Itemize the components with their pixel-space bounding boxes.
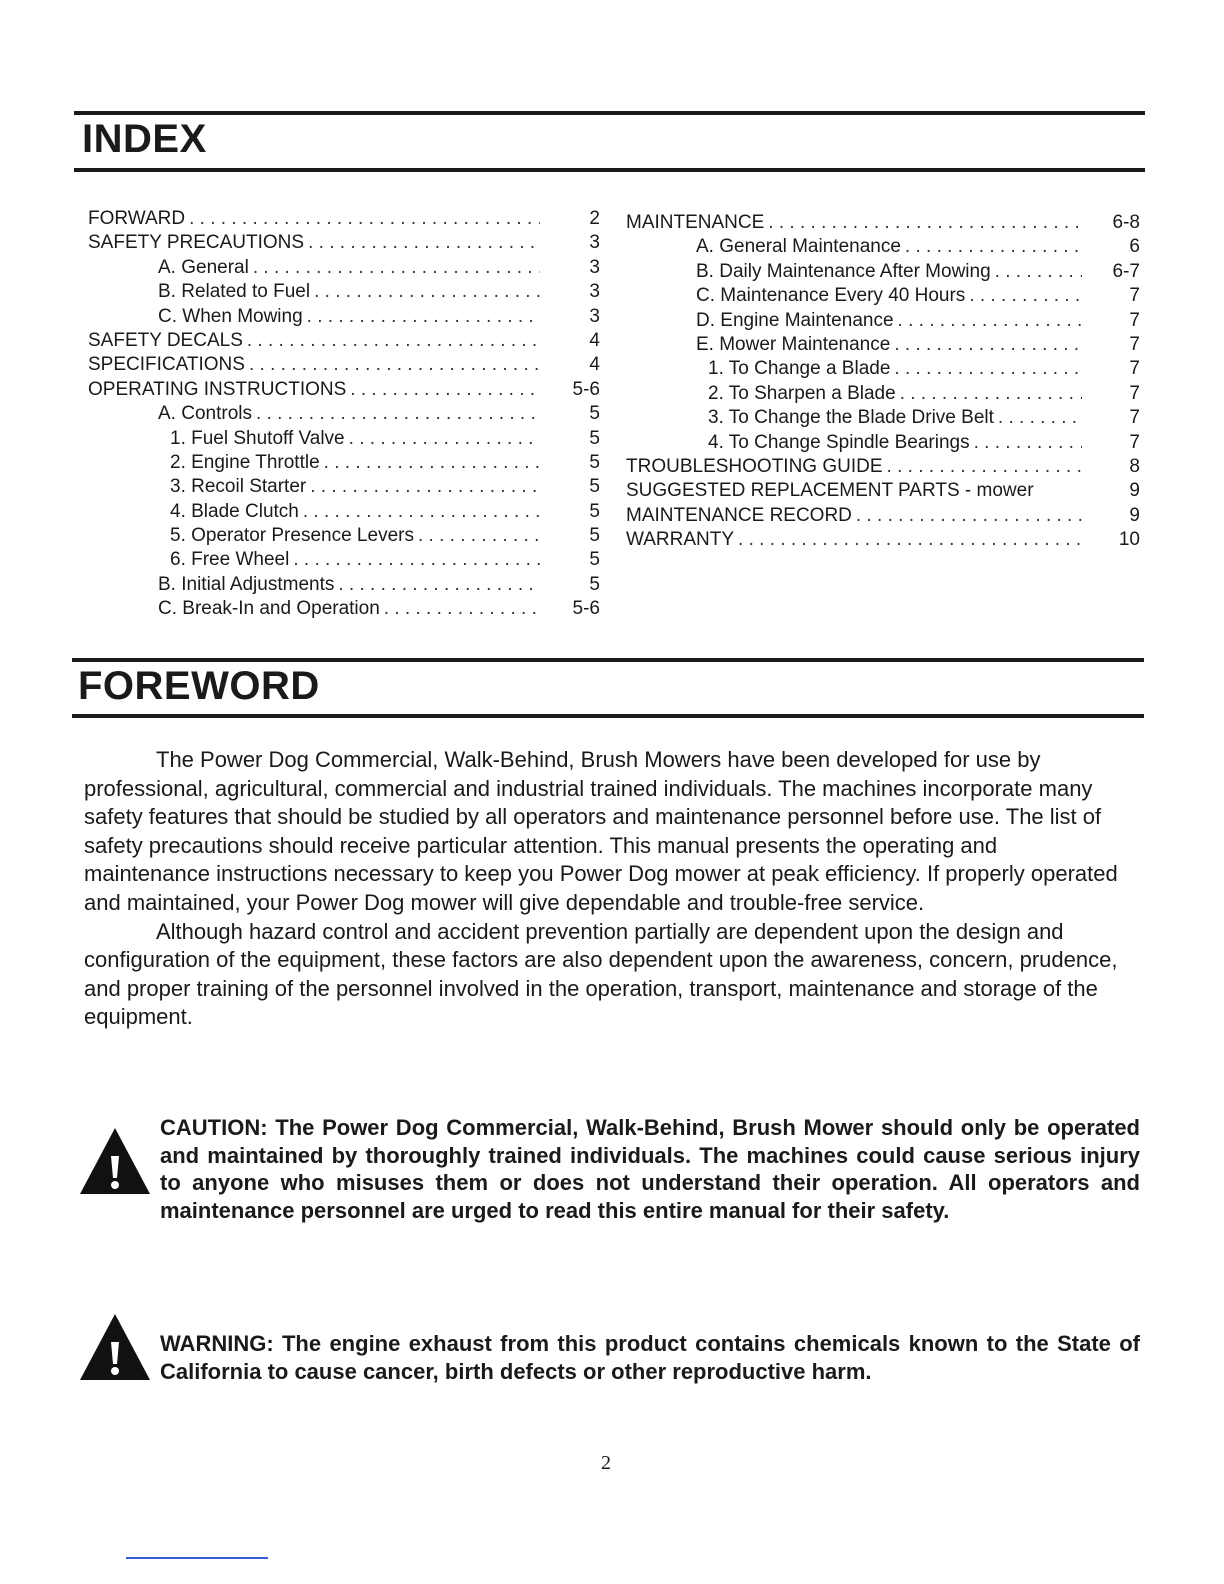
dot-leader xyxy=(253,256,540,280)
warning-triangle-icon xyxy=(78,1312,152,1382)
warning-triangle-icon xyxy=(78,1126,152,1196)
foreword-top-rule xyxy=(72,658,1144,662)
index-entry xyxy=(88,451,600,475)
dot-leader xyxy=(894,333,1082,357)
index-entry-label: B. Initial Adjustments xyxy=(158,573,335,595)
index-entry xyxy=(626,260,1140,284)
index-entry xyxy=(88,427,600,451)
index-entry-page: 7 xyxy=(1129,431,1140,453)
index-entry xyxy=(626,211,1140,235)
index-entry xyxy=(626,431,1140,455)
index-entry-page: 7 xyxy=(1129,358,1140,380)
dot-leader xyxy=(894,357,1082,381)
index-entry-label: A. General xyxy=(158,256,249,278)
foreword-body xyxy=(84,746,1124,1032)
index-entry-page: 5 xyxy=(589,500,600,522)
index-entry xyxy=(88,353,600,377)
index-entry-label: C. Maintenance Every 40 Hours xyxy=(696,285,966,307)
index-entry xyxy=(626,284,1140,308)
index-entry-page: 2 xyxy=(589,208,600,229)
index-entry-page: 9 xyxy=(1129,480,1140,502)
dot-leader xyxy=(384,597,540,621)
dot-leader xyxy=(898,309,1082,333)
foreword-heading: FOREWORD xyxy=(78,664,320,708)
index-entry-label: E. Mower Maintenance xyxy=(696,333,891,355)
index-entry-page: 3 xyxy=(589,281,600,303)
index-entry xyxy=(88,402,600,426)
index-entry xyxy=(88,305,600,329)
index-entry xyxy=(88,500,600,524)
foreword-bottom-rule xyxy=(72,714,1144,718)
scan-underline-mark xyxy=(126,1557,268,1559)
index-entry-label: MAINTENANCE xyxy=(626,212,765,233)
dot-leader xyxy=(307,305,540,329)
index-entry xyxy=(88,231,600,255)
index-entry-page: 6-8 xyxy=(1112,212,1140,233)
index-entry-page: 5 xyxy=(589,573,600,595)
dot-leader xyxy=(995,260,1082,284)
warning-notice xyxy=(78,1330,1140,1385)
index-entry-page: 7 xyxy=(1129,407,1140,429)
dot-leader xyxy=(314,280,540,304)
index-entry-label: A. Controls xyxy=(158,403,252,425)
index-entry-page: 5 xyxy=(589,549,600,571)
index-entry-label: SAFETY DECALS xyxy=(88,329,243,351)
foreword-paragraph: Although hazard control and accident prevention partially are dependent upon the design and configuration of the equipment, these factors are also dependent upon the awareness, concern, prudence, and proper training of the personnel involved in the operation, transport, maintenance and storage of the equipment. xyxy=(84,918,1118,1030)
index-top-rule xyxy=(74,111,1145,115)
index-entry-label: WARRANTY xyxy=(626,529,735,551)
dot-leader xyxy=(998,406,1082,430)
index-entry-label: SPECIFICATIONS xyxy=(88,354,245,376)
index-entry-page: 5 xyxy=(589,525,600,547)
dot-leader xyxy=(974,431,1082,455)
index-entry-label: FORWARD xyxy=(88,208,186,229)
index-entry-page: 7 xyxy=(1129,333,1140,355)
index-entry-label: 3. To Change the Blade Drive Belt xyxy=(708,407,994,429)
dot-leader xyxy=(900,382,1082,406)
index-entry xyxy=(626,333,1140,357)
dot-leader xyxy=(418,524,540,548)
caution-text: CAUTION: The Power Dog Commercial, Walk-Behind, Brush Mower should only be operated and maintained by thoroughly trained individuals. The machines could cause serious injury to anyone who misuses them or does not understand their operation. All operators and maintenance personnel are urged to read this entire manual for their safety. xyxy=(160,1115,1140,1223)
index-entry-page: 7 xyxy=(1129,382,1140,404)
dot-leader xyxy=(969,284,1082,308)
dot-leader xyxy=(324,451,540,475)
index-entry xyxy=(626,406,1140,430)
index-entry xyxy=(88,524,600,548)
index-entry xyxy=(88,378,600,402)
index-entry-page: 5 xyxy=(589,451,600,473)
index-entry xyxy=(88,329,600,353)
index-entry xyxy=(88,256,600,280)
dot-leader xyxy=(768,211,1082,235)
index-entry-page: 3 xyxy=(589,305,600,327)
index-entry-label: TROUBLESHOOTING GUIDE xyxy=(626,455,883,477)
caution-notice xyxy=(78,1114,1140,1224)
index-entry xyxy=(88,573,600,597)
index-left-column xyxy=(88,207,600,622)
index-entry-page: 5 xyxy=(589,403,600,425)
index-entry xyxy=(626,528,1140,552)
dot-leader xyxy=(189,207,540,231)
index-entry xyxy=(626,479,1140,503)
dot-leader xyxy=(350,378,540,402)
index-bottom-rule xyxy=(74,168,1145,172)
index-entry-label: B. Related to Fuel xyxy=(158,281,311,303)
dot-leader xyxy=(738,528,1082,552)
index-entry-label: 3. Recoil Starter xyxy=(170,476,307,498)
index-entry xyxy=(626,357,1140,381)
index-entry-label: SAFETY PRECAUTIONS xyxy=(88,232,305,254)
index-entry-label: MAINTENANCE RECORD xyxy=(626,504,852,526)
index-entry-page: 7 xyxy=(1129,309,1140,331)
index-entry-page: 3 xyxy=(589,232,600,254)
index-entry-label: 4. Blade Clutch xyxy=(170,500,299,522)
index-entry-page: 5 xyxy=(589,427,600,449)
index-entry xyxy=(88,207,600,231)
index-entry-page: 5-6 xyxy=(572,378,600,400)
index-entry-label: SUGGESTED REPLACEMENT PARTS - mower xyxy=(626,480,1034,502)
index-heading: INDEX xyxy=(82,117,207,161)
dot-leader xyxy=(293,548,540,572)
index-entry xyxy=(626,504,1140,528)
index-entry-page: 5-6 xyxy=(572,598,600,620)
index-entry xyxy=(626,309,1140,333)
index-entry xyxy=(88,475,600,499)
dot-leader xyxy=(856,504,1082,528)
index-entry xyxy=(88,548,600,572)
warning-text: WARNING: The engine exhaust from this product contains chemicals known to the State of California to cause cancer, birth defects or other reproductive harm. xyxy=(160,1331,1140,1384)
index-entry-page: 9 xyxy=(1129,504,1140,526)
dot-leader xyxy=(310,475,540,499)
index-entry-page: 4 xyxy=(589,329,600,351)
index-entry xyxy=(626,382,1140,406)
index-entry-label: 1. To Change a Blade xyxy=(708,358,891,380)
index-entry-label: B. Daily Maintenance After Mowing xyxy=(696,260,991,282)
dot-leader xyxy=(308,231,540,255)
index-right-column xyxy=(626,211,1140,552)
index-entry xyxy=(626,235,1140,259)
dot-leader xyxy=(349,427,540,451)
index-entry-page: 10 xyxy=(1118,529,1140,551)
index-entry-label: C. When Mowing xyxy=(158,305,303,327)
index-entry-page: 8 xyxy=(1129,455,1140,477)
index-entry xyxy=(88,280,600,304)
index-entry-page: 4 xyxy=(589,354,600,376)
dot-leader xyxy=(887,455,1082,479)
index-entry-page: 3 xyxy=(589,256,600,278)
dot-leader xyxy=(256,402,540,426)
dot-leader xyxy=(247,329,540,353)
index-entry-label: OPERATING INSTRUCTIONS xyxy=(88,378,347,400)
dot-leader xyxy=(905,235,1082,259)
index-entry-label: 5. Operator Presence Levers xyxy=(170,525,414,547)
index-entry-label: 4. To Change Spindle Bearings xyxy=(708,431,970,453)
index-entry-label: D. Engine Maintenance xyxy=(696,309,894,331)
index-entry xyxy=(626,455,1140,479)
dot-leader xyxy=(338,573,540,597)
index-entry-page: 7 xyxy=(1129,285,1140,307)
index-entry xyxy=(88,597,600,621)
page-number: 2 xyxy=(601,1452,611,1474)
index-entry-label: 2. Engine Throttle xyxy=(170,451,320,473)
index-entry-label: 2. To Sharpen a Blade xyxy=(708,382,896,404)
index-entry-page: 5 xyxy=(589,476,600,498)
dot-leader xyxy=(303,500,540,524)
index-entry-page: 6-7 xyxy=(1112,260,1140,282)
index-entry-label: C. Break-In and Operation xyxy=(158,598,380,620)
dot-leader xyxy=(249,353,540,377)
index-entry-label: 6. Free Wheel xyxy=(170,549,290,571)
index-entry-label: A. General Maintenance xyxy=(696,236,901,258)
index-entry-label: 1. Fuel Shutoff Valve xyxy=(170,427,345,449)
foreword-paragraph: The Power Dog Commercial, Walk-Behind, Brush Mowers have been developed for use by professional, agricultural, commercial and industrial trained individuals. The machines incorporate many safety features that should be studied by all operators and maintenance personnel before use. The list of safety precautions should receive particular attention. This manual presents the operating and maintenance instructions necessary to keep you Power Dog mower at peak efficiency. If properly operated and maintained, your Power Dog mower will give dependable and trouble-free service. xyxy=(84,747,1118,915)
index-entry-page: 6 xyxy=(1129,236,1140,258)
